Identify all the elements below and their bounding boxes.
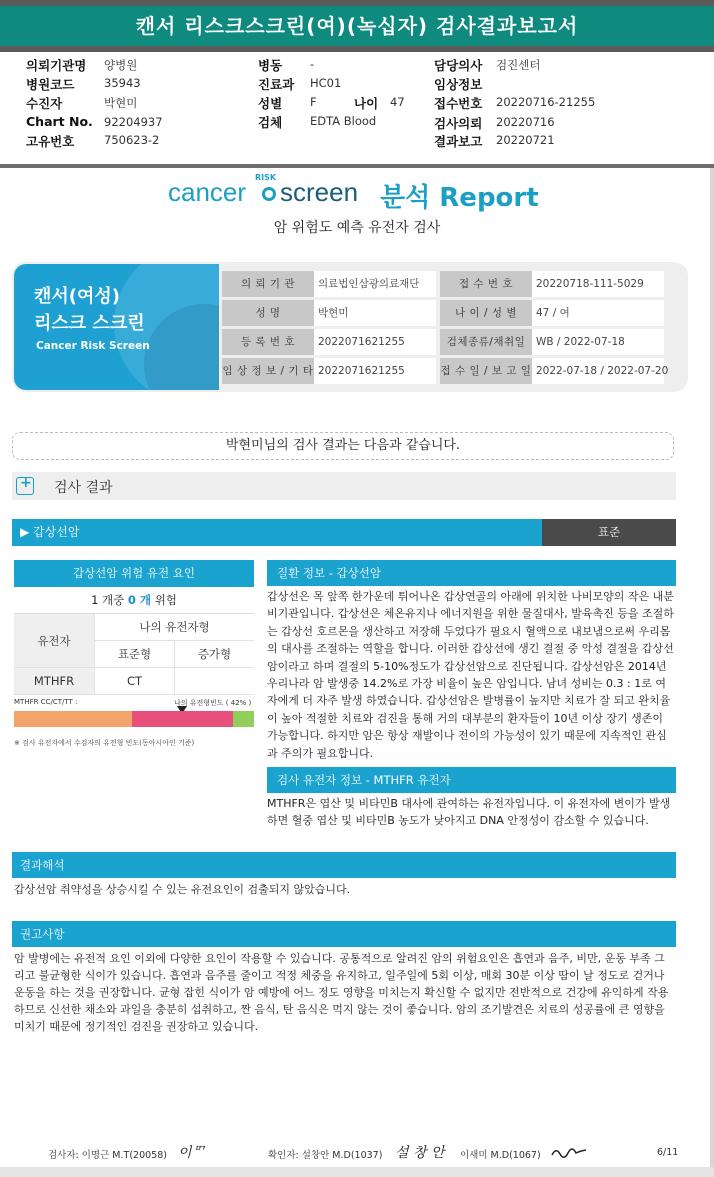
frequency-label: MTHFR CC/CT/TT : [14,698,78,706]
card-field-label: 임 상 정 보 / 기 타 [222,358,314,384]
header-label: 검체 [258,115,283,130]
card-field-value: 2022071621255 [314,329,436,355]
recommendation-section [12,921,676,1035]
risk-status-badge: 표준 [542,519,676,546]
third-signature-icon [550,1145,590,1159]
header-label: 나이 [354,96,379,111]
risk-count [14,587,254,614]
header-value: 47 [390,95,405,109]
header-value: EDTA Blood [310,114,377,128]
header-label: 임상정보 [434,77,483,92]
page-edge-shadow [710,168,714,1177]
card-field-value: 2022071621255 [314,358,436,384]
standard-type-header: 표준형 [94,641,174,668]
cancer-type-name: ▶ 갑상선암 [12,519,542,546]
header-label: 병원코드 [26,77,75,92]
report-title-bar [0,0,714,52]
page-number: 6/11 [657,1147,679,1158]
cancer-type-bar [12,519,676,546]
gene-info-section [267,767,676,830]
card-field-value: WB / 2022-07-18 [532,329,664,355]
examiner: 검사자: 이명근 M.T(20058) [48,1150,167,1161]
disease-info-title: 질환 정보 - 갑상선암 [267,560,676,586]
header-label: Chart No. [26,114,93,129]
card-field-label: 검체종류/채취일 [440,329,532,355]
header-value: HC01 [310,76,342,90]
frequency-footnote: ※ 검사 유전자에서 수검자의 유전형 빈도(동아시아인 기준) [14,739,195,747]
logo-cancer: cancer [168,177,247,207]
report-title: 캔서 리스크스크린(여)(녹십자) 검사결과보고서 [0,6,714,46]
product-badge [14,264,219,390]
header-label: 검사의뢰 [434,116,483,131]
results-section-label: 검사 결과 [54,480,113,496]
add-folder-icon [16,477,34,495]
interpretation-body: 갑상선암 취약성을 상승시킬 수 있는 유전요인이 검출되지 않았습니다. [14,883,351,896]
bottom-border [0,1167,714,1177]
header-value: 20220716-21255 [496,95,596,109]
card-field-label: 의 뢰 기 관 [222,271,314,297]
gene-name: MTHFR [14,668,94,695]
card-field-value: 20220718-111-5029 [532,271,664,297]
frequency-segment [233,711,254,727]
header-label: 접수번호 [434,96,483,111]
gene-info-body: MTHFR은 엽산 및 비타민B 대사에 관여하는 유전자입니다. 이 유전자에 변이가 발생하면 혈중 엽산 및 비타민B 농도가 낮아지고 DNA 안정성이 감소할 수 있습니다. [267,797,671,828]
logo-screen: screen [280,177,359,207]
header-value: 박현미 [104,96,138,110]
gene-info-title: 검사 유전자 정보 - MTHFR 유전자 [267,767,676,793]
interpretation-section [12,852,676,898]
risk-count-value: 0 개 [127,593,152,607]
logo-analysis-report: 분석 Report [380,183,539,213]
my-frequency-label: 나의 유전형빈도 ( 42% ) [174,699,252,707]
disease-info-section [267,560,676,762]
header-value: - [310,57,315,71]
header-label: 담당의사 [434,58,483,73]
product-title-line1: 캔서(여성) [34,286,121,307]
disease-info-body: 갑상선은 목 앞쪽 한가운데 튀어나온 갑상연골의 아래에 위치한 나비모양의 작은 내분비기관입니다. 갑상선은 체온유지나 에너지원을 위한 물질대사, 발육촉진 등을 조절하는 갑상선 호르몬을 생산하고 저장해 두었다가 필요시 혈액으로 내보냄으로써 우리몸의 대사를 조절하는 역할을 합니다. 이러한 갑상선에 생긴 결절 중 악성 결절을 갑상선암이라고 하며 결절의 5-10%정도가 갑상선암으로 진단됩니다. 갑상선암은 2014년 우리나라 암 발생중 14.2%로 가장 비율이 높은 암입니다. 남녀 성비는 0.3 : 1로 여자에게 더 자주 발생 하였습니다. 갑상선암은 발병률이 높지만 치료가 잘 되고 완치율이 높아 적절한 치료와 검진을 통해 거의 대부분의 환자들이 10년 이상 장기 생존이 가능합니다. 하지만 암은 항상 재발이나 전이의 가능성이 있기 때문에 지속적인 관심과 주의가 필요합니다. [267,590,674,760]
card-field-value: 47 / 여 [532,300,664,326]
patient-info-card [12,262,688,392]
divider [0,164,714,168]
card-field-value: 2022-07-18 / 2022-07-20 [532,358,664,384]
header-value: 20220716 [496,115,555,129]
header-label: 진료과 [258,77,295,92]
card-field-label: 성 명 [222,300,314,326]
header-value: 검진센터 [496,58,541,72]
risk-count-suffix: 위험 [154,593,177,607]
header-value: 92204937 [104,115,163,129]
frequency-segment [132,711,233,727]
header-value: 35943 [104,76,141,90]
gene-column-header: 유전자 [14,614,94,668]
header-value: 양병원 [104,58,138,72]
confirmer-signature: 설 창 안 [395,1145,445,1161]
greeting-banner: 박현미님의 검사 결과는 다음과 같습니다. [12,432,674,460]
logo-risk: RISK [255,173,277,182]
recommendation-title: 권고사항 [12,921,676,947]
standard-type-value: CT [94,668,174,695]
header-label: 병동 [258,58,283,73]
signature-footer [0,1143,714,1165]
report-subtitle: 암 위험도 예측 유전자 검사 [273,220,441,236]
header-value: 20220721 [496,133,555,147]
header-label: 고유번호 [26,134,75,149]
interpretation-title: 결과해석 [12,852,676,878]
header-label: 성별 [258,96,283,111]
recommendation-body: 암 발병에는 유전적 요인 이외에 다양한 요인이 작용할 수 있습니다. 공통적으로 알려진 암의 위험요인은 흡연과 음주, 비만, 운동 부족 그리고 불균형한 식이가 있습니다. 흡연과 음주를 줄이고 적정 체중을 유지하고, 일주일에 5회 이상, 매회 30분 이상 땀이 날 정도로 걷거나 운동을 하는 것을 권장합니다. 균형 잡힌 식이가 암 예방에 어느 정도 영향을 미치는지 확신할 수 없지만 전반적으로 건강에 유익하게 작용하므로 신선한 채소와 과일을 충분히 섭취하고, 짠 음식, 탄 음식은 먹지 않는 것이 좋습니다. 암의 조기발견은 치료의 성공률에 큰 영향을 미치기 때문에 정기적인 검진을 권장하고 있습니다. [14,952,669,1033]
card-field-label: 나 이 / 성 별 [440,300,532,326]
examiner-signature: 이ᄆᄀ [178,1145,206,1161]
header-label: 수진자 [26,96,63,111]
gene-table-title: 갑상선암 위험 유전 요인 [14,560,254,587]
increase-type-value [174,668,254,695]
product-title-en: Cancer Risk Screen [36,340,150,352]
card-field-value: 박현미 [314,300,436,326]
risk-count-prefix: 1 개중 [91,593,125,607]
confirmer: 확인자: 설창안 M.D(1037) [268,1150,383,1161]
header-value: F [310,95,317,109]
logo-target-icon [262,187,276,201]
increase-type-header: 증가형 [174,641,254,668]
card-field-label: 접 수 일 / 보 고 일 [440,358,532,384]
genotype-frequency-bar [14,711,254,727]
card-field-label: 등 록 번 호 [222,329,314,355]
header-label: 의뢰기관명 [26,58,87,73]
genotype-column-header: 나의 유전자형 [94,614,254,641]
header-value: 750623-2 [104,133,160,147]
patient-header [0,52,714,164]
frequency-segment [14,711,132,727]
card-field-value: 의료법인삼광의료재단 [314,271,436,297]
third-signer: 이새미 M.D(1067) [460,1150,541,1161]
header-label: 결과보고 [434,134,483,149]
product-title-line2: 리스크 스크린 [34,313,145,334]
card-field-label: 접 수 번 호 [440,271,532,297]
results-section-header [12,472,676,500]
